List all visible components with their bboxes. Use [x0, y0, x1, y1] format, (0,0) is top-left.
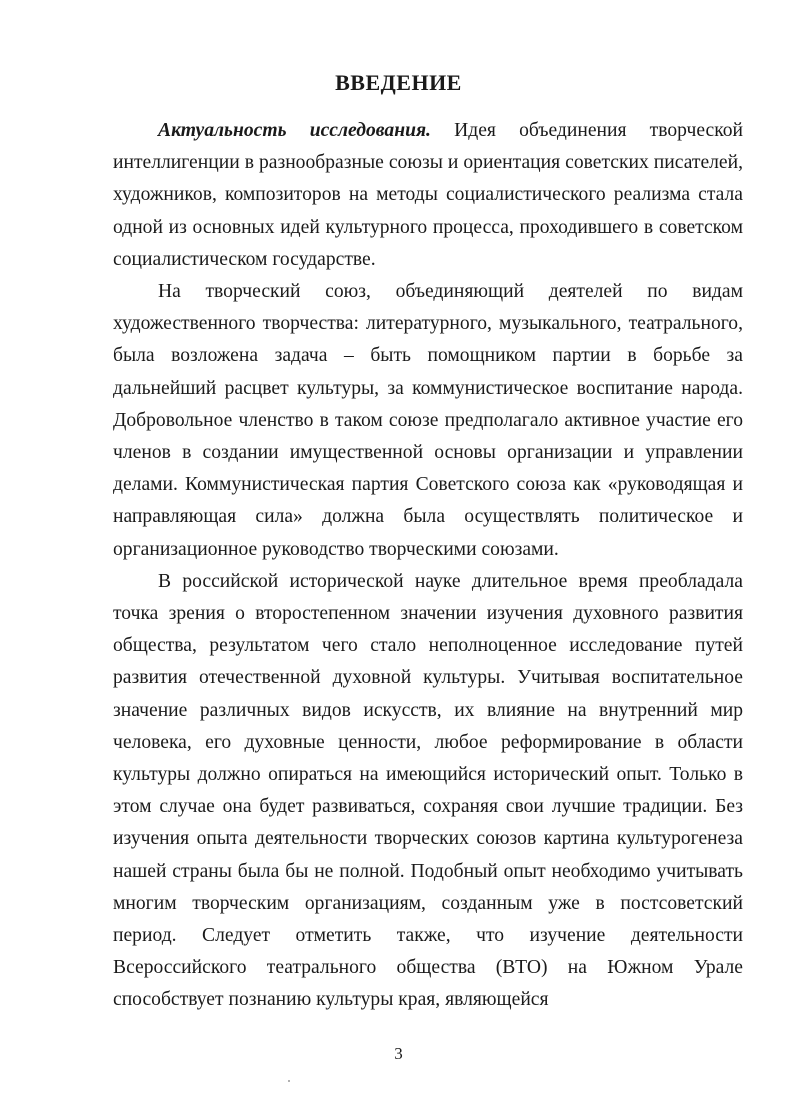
paragraph-historical-science: В российской исторической науке длительное время преобладала точка зрения о второстепенном значении изучения духовного развития общества, результатом чего стало неполноценное исследование путей развития отечественной духовной культуры. Учитывая воспитательное значение различных видов искусств, их влияние на внутренний мир человека, его духовные ценности, любое реформирование в области культуры должно опираться на имеющийся исторический опыт. Только в этом случае она будет развиваться, сохраняя свои лучшие традиции. Без изучения опыта деятельности творческих союзов картина культурогенеза нашей страны была бы не полной. Подобный опыт необходимо учитывать многим творческим организациям, созданным уже в постсоветский период. Следует отметить также, что изучение деятельности Всероссийского театрального общества (ВТО) на Южном Урале способствует познанию культуры края, являющейся: [113, 570, 743, 1011]
chapter-title: ВВЕДЕНИЕ: [335, 70, 462, 95]
paragraph-text: Идея объединения творческой интеллигенции в разнообразные союзы и ориентация советских писателей, художников, композиторов на методы социалистического реализма стала одной из основных идей культурного процесса, проходившего в советском социалистическом государстве.: [113, 120, 744, 270]
paragraph-creative-union: На творческий союз, объединяющий деятелей по видам художественного творчества: литературного, музыкального, театрального, была возложена задача – быть помощником партии в борьбе за дальнейший расцвет культуры, за коммунистическое воспитание народа. Добровольное членство в таком союзе предполагало активное участие его членов в создании имущественной основы организации и управлении делами. Коммунистическая партия Советского союза как «руководящая и направляющая сила» должна была осуществлять политическое и организационное руководство творческими союзами.: [113, 281, 743, 560]
paragraph-relevance: [113, 115, 743, 276]
body-text: [113, 115, 743, 1017]
page-number: 3: [394, 1044, 403, 1063]
scan-speck: [288, 1080, 290, 1082]
paragraph-lead: Актуальность исследования.: [158, 120, 431, 141]
